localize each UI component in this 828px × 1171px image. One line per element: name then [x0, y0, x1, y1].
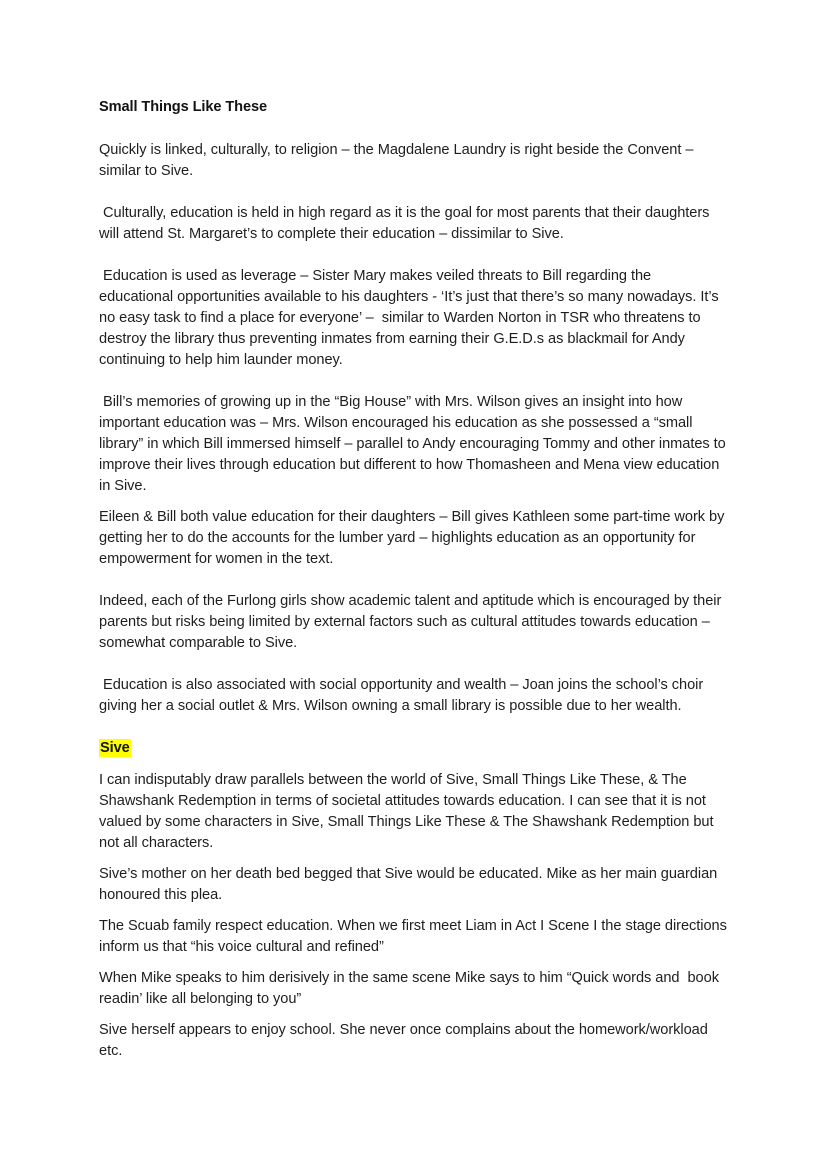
paragraph-scuab-family-respect-education: The Scuab family respect education. When we first meet Liam in Act I Scene I the stage directions inform us that “his voice cultural and refined”	[99, 918, 731, 955]
paragraph-quickly-religion: Quickly is linked, culturally, to religion – the Magdalene Laundry is right beside the Convent – similar to Sive.	[99, 142, 698, 179]
paragraph-sive-enjoys-school: Sive herself appears to enjoy school. She never once complains about the homework/workload etc.	[99, 1022, 712, 1059]
document-body	[99, 97, 729, 1062]
paragraph-eileen-bill-value-education: Eileen & Bill both value education for their daughters – Bill gives Kathleen some part-time work by getting her to do the accounts for the lumber yard – highlights education as an opportunity for empowerment for women in the text.	[99, 509, 729, 567]
highlighted-text: Sive	[100, 740, 130, 756]
paragraph-furlong-girls-academic-talent: Indeed, each of the Furlong girls show academic talent and aptitude which is encouraged by their parents but risks being limited by external factors such as cultural attitudes towards education – somewhat comparable to Sive.	[99, 593, 726, 651]
paragraph-mike-speaks-derisively: When Mike speaks to him derisively in the same scene Mike says to him “Quick words and book readin’ like all belonging to you”	[99, 970, 723, 1007]
paragraph-parallels-three-texts: I can indisputably draw parallels between the world of Sive, Small Things Like These, & The Shawshank Redemption in terms of societal attitudes towards education. I can see that it is not valued by some characters in Sive, Small Things Like These & The Shawshank Redemption but not all characters.	[99, 772, 718, 851]
section-heading-sive	[99, 738, 729, 759]
paragraph-education-social-opportunity-wealth: Education is also associated with social opportunity and wealth – Joan joins the school’s choir giving her a social outlet & Mrs. Wilson owning a small library is possible due to her wealth.	[99, 677, 708, 714]
paragraph-bill-memories-big-house: Bill’s memories of growing up in the “Big House” with Mrs. Wilson gives an insight into how important education was – Mrs. Wilson encouraged his education as she possessed a “small library” in which Bill immersed himself – parallel to Andy encouraging Tommy and other inmates to improve their lives through education but different to how Thomasheen and Mena view education in Sive.	[99, 394, 730, 494]
doc-title-small-things-like-these: Small Things Like These	[99, 99, 268, 115]
paragraph-sive-mother-death-bed: Sive’s mother on her death bed begged that Sive would be educated. Mike as her main guardian honoured this plea.	[99, 866, 722, 903]
paragraph-culturally-education: Culturally, education is held in high regard as it is the goal for most parents that their daughters will attend St. Margaret’s to complete their education – dissimilar to Sive.	[99, 205, 714, 242]
paragraph-education-leverage: Education is used as leverage – Sister Mary makes veiled threats to Bill regarding the educational opportunities available to his daughters - ‘It’s just that there’s so many nowadays. It’s no easy task to find a place for everyone’ – similar to Warden Norton in TSR who threatens to destroy the library thus preventing inmates from earning their G.E.D.s as blackmail for Andy continuing to help him launder money.	[99, 268, 723, 368]
